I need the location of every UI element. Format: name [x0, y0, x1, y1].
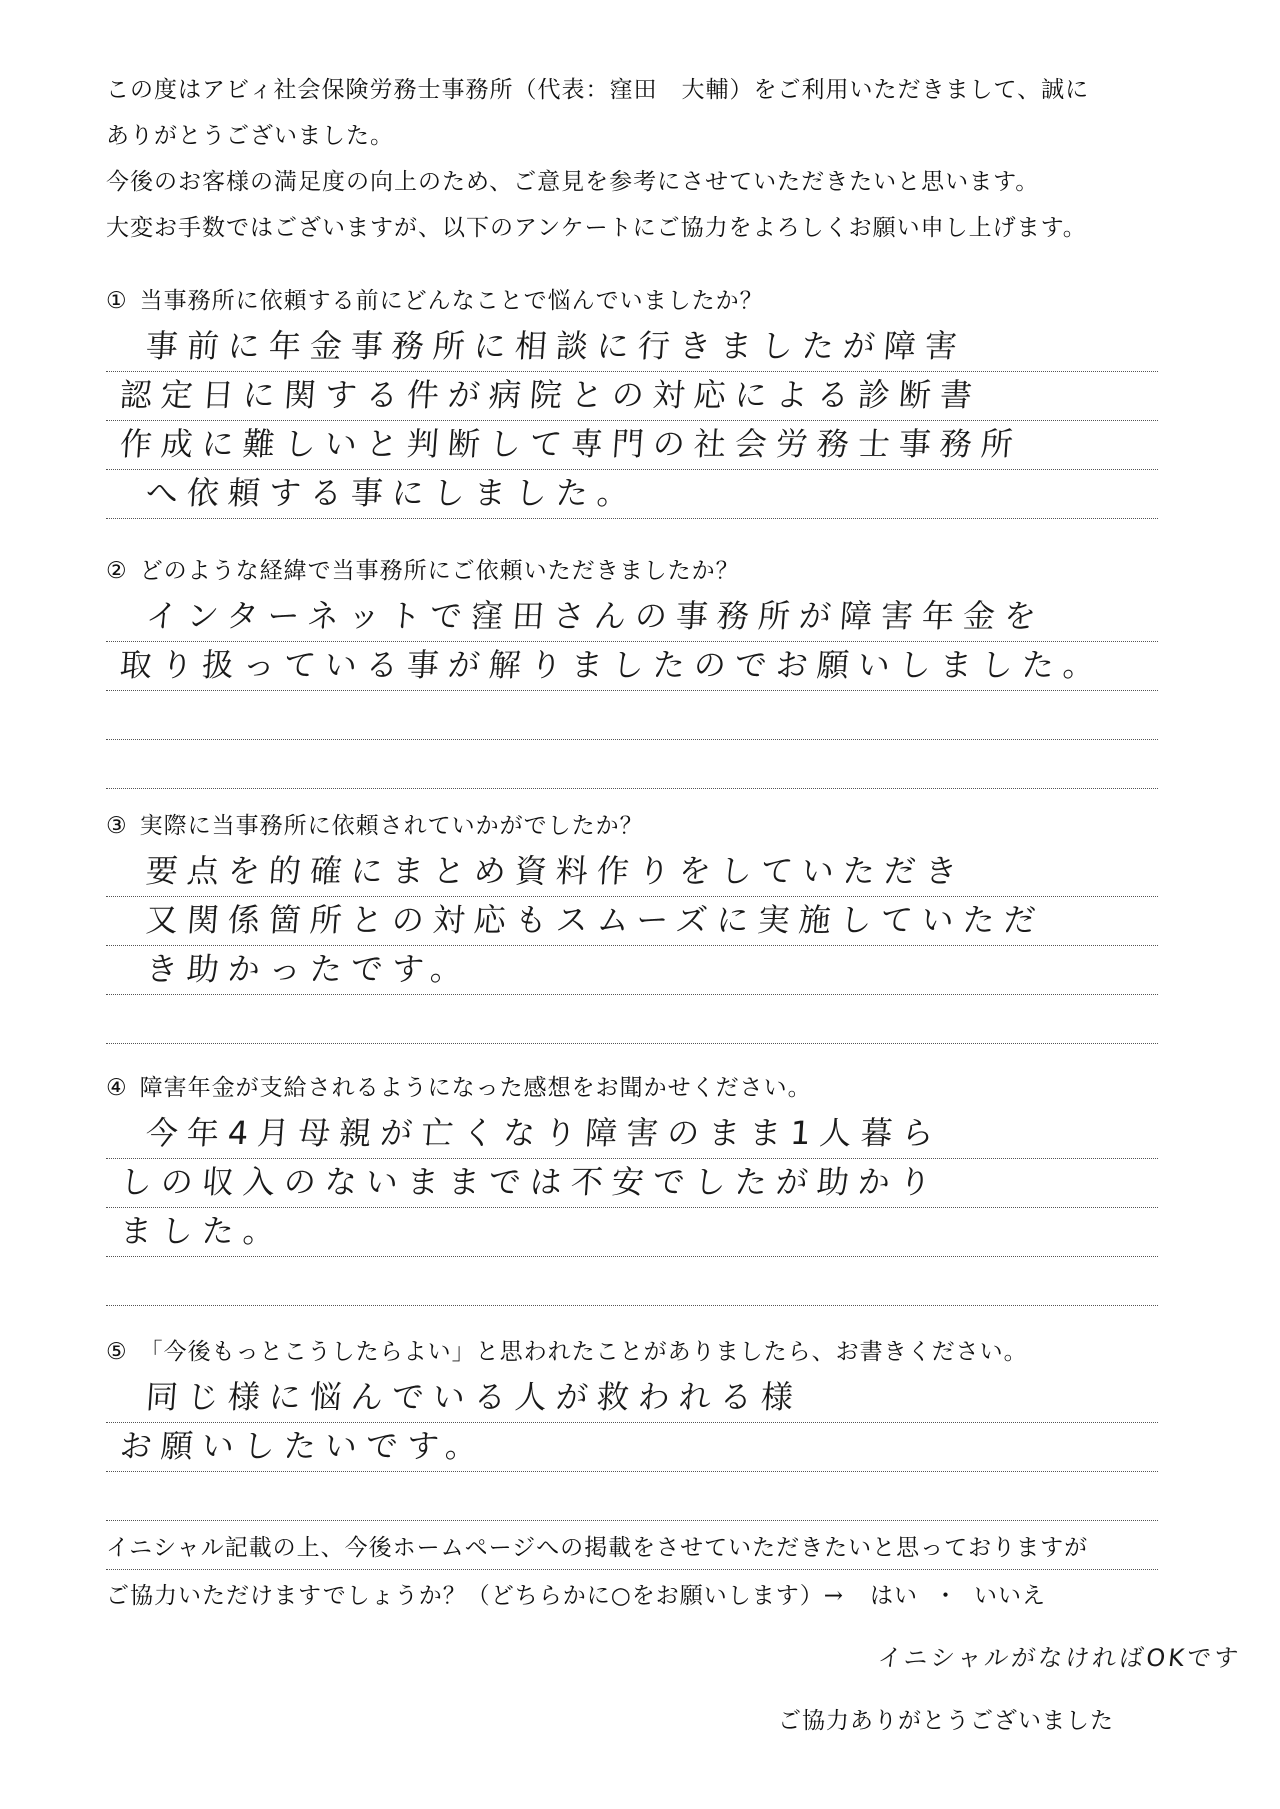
question-3 — [106, 810, 1166, 1044]
question-4 — [106, 1072, 1166, 1306]
consent-text: イニシャル記載の上、今後ホームページへの掲載をさせていただきたいと思っておりますが — [106, 1535, 1089, 1561]
consent-question — [106, 1578, 1196, 1614]
intro-text — [106, 72, 1186, 256]
question-text: 「今後もっとこうしたらよい」と思われたことがありましたら、お書きください。 — [139, 1339, 1028, 1365]
question-text: 実際に当事務所に依頼されていかがでしたか？ — [139, 813, 644, 839]
question-2 — [106, 555, 1166, 789]
answer-line — [106, 1472, 1158, 1521]
handwritten-text: き助かったです。 — [144, 950, 473, 988]
handwritten-text: 又関係箇所との対応もスムーズに実施していただ — [144, 901, 1047, 939]
handwritten-text: 作成に難しいと判断して専門の社会労務士事務所 — [118, 425, 1024, 463]
answer-line — [106, 421, 1158, 470]
choice-no[interactable]: いいえ — [974, 1583, 1047, 1609]
answer-line — [106, 995, 1158, 1044]
answer-area — [106, 593, 1158, 789]
handwritten-text: お願いしたいです。 — [118, 1427, 488, 1465]
answer-area — [106, 323, 1158, 519]
answer-line — [106, 593, 1158, 642]
question-number: ① — [106, 288, 128, 314]
question-title — [106, 1336, 1166, 1368]
handwritten-text: 取り扱っている事が解りましたのでお願いしました。 — [118, 646, 1106, 684]
handwritten-text: 要点を的確にまとめ資料作りをしていただき — [144, 852, 968, 890]
intro-line: この度はアビィ社会保険労務士事務所（代表：窪田 大輔）をご利用いただきまして、誠に — [106, 77, 1090, 103]
consent-choices — [854, 1578, 1062, 1614]
question-title — [106, 810, 1166, 842]
consent-prompt: ご協力いただけますでしょうか？（どちらかに○をお願いします）→ — [106, 1583, 845, 1609]
question-text: 当事務所に依頼する前にどんなことで悩んでいましたか？ — [139, 288, 764, 314]
question-number: ⑤ — [106, 1339, 128, 1365]
answer-line — [106, 1257, 1158, 1306]
handwritten-text: インターネットで窪田さんの事務所が障害年金を — [144, 597, 1047, 635]
intro-line: 大変お手数ではございますが、以下のアンケートにご協力をよろしくお願い申し上げます。 — [106, 215, 1087, 241]
intro-line: 今後のお客様の満足度の向上のため、ご意見を参考にさせていただきたいと思います。 — [106, 169, 1040, 195]
answer-area — [106, 1110, 1158, 1306]
question-1 — [106, 285, 1166, 519]
question-title — [106, 285, 1166, 317]
choice-separator: ・ — [934, 1583, 959, 1609]
answer-line — [106, 470, 1158, 519]
handwritten-text: 今年4月母親が亡くなり障害のまま1人暮ら — [144, 1114, 944, 1152]
question-text: 障害年金が支給されるようになった感想をお聞かせください。 — [139, 1075, 812, 1101]
choice-yes[interactable]: はい — [870, 1583, 919, 1609]
answer-line — [106, 946, 1158, 995]
handwritten-note: イニシャルがなければOKです — [876, 1644, 1243, 1672]
question-title — [106, 1072, 1166, 1104]
answer-line — [106, 897, 1158, 946]
question-number: ④ — [106, 1075, 128, 1101]
answer-line — [106, 1159, 1158, 1208]
intro-line: ありがとうございました。 — [106, 123, 394, 149]
consent-section — [106, 1530, 1196, 1626]
answer-line — [106, 691, 1158, 740]
answer-line — [106, 372, 1158, 421]
answer-line — [106, 848, 1158, 897]
question-text: どのような経緯で当事務所にご依頼いただきましたか？ — [139, 558, 740, 584]
answer-line — [106, 740, 1158, 789]
answer-line — [106, 323, 1158, 372]
answer-line — [106, 642, 1158, 691]
answer-line — [106, 1423, 1158, 1472]
handwritten-text: ました。 — [118, 1212, 286, 1250]
question-number: ② — [106, 558, 128, 584]
answer-line — [106, 1374, 1158, 1423]
answer-area — [106, 848, 1158, 1044]
handwritten-text: 認定日に関する件が病院との対応による診断書 — [118, 376, 983, 414]
answer-line — [106, 1208, 1158, 1257]
question-number: ③ — [106, 813, 128, 839]
answer-line — [106, 1110, 1158, 1159]
handwritten-text: へ依頼する事にしました。 — [144, 474, 640, 512]
handwritten-text: 事前に年金事務所に相談に行きましたが障害 — [144, 327, 968, 365]
question-title — [106, 555, 1166, 587]
closing-text: ご協力ありがとうございました — [778, 1708, 1114, 1734]
handwritten-text: 同じ様に悩んでいる人が救われる様 — [144, 1378, 804, 1416]
handwritten-text: しの収入のないままでは不安でしたが助かり — [118, 1163, 942, 1201]
